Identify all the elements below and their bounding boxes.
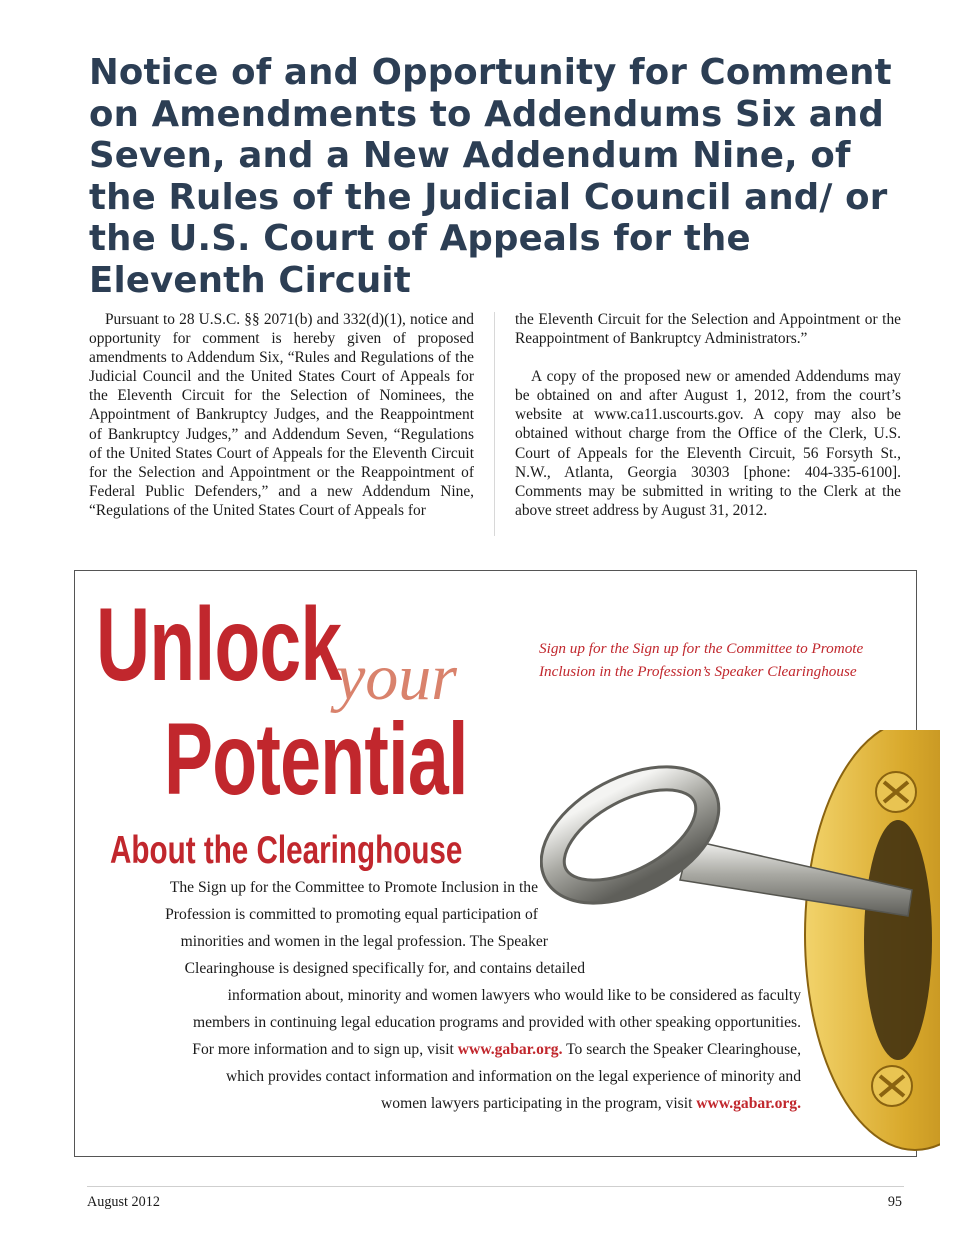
footer-rule xyxy=(87,1186,904,1187)
about-line-8: which provides contact information and information on the legal experience of minority and xyxy=(225,1068,801,1085)
about-line-1: The Sign up for the Committee to Promote Inclusion in the xyxy=(169,879,538,896)
about-line-9-period: . xyxy=(797,1095,801,1112)
about-line-9-text: women lawyers participating in the program, visit xyxy=(381,1095,697,1112)
ad-tagline: Sign up for the Sign up for the Committee to Promote Inclusion in the Profession’s Speaker Clearinghouse xyxy=(539,640,864,680)
about-line-6: members in continuing legal education programs and provided with other speaking opportunities. xyxy=(192,1014,801,1031)
notice-paragraph-1: Pursuant to 28 U.S.C. §§ 2071(b) and 332(d)(1), notice and opportunity for comment is hereby given of proposed amendments to Addendum Six, “Rules and Regulations of the Judicial Council and the United States Court of Appeals for the Eleventh Circuit for the Selection of Nominees, the Appointment of Bankruptcy Judges, and the Reappointment of Bankruptcy Judges,” and Addendum Seven, “Regulations of the United States Court of Appeals for the Eleventh Circuit for the Selection and Appointment or the Reappointment of Federal Public Defenders,” and a new Addendum Nine, “Regulations of the United States Court of Appeals for xyxy=(89,311,474,519)
notice-title: Notice of and Opportunity for Comment on Amendments to Addendums Six and Seven, and a New Addendum Nine, of the Rules of the Judicial Council and/ or the U.S. Court of Appeals for the Eleventh Circuit xyxy=(89,52,892,301)
headline-potential: Potential xyxy=(164,702,468,816)
footer-issue-date: August 2012 xyxy=(87,1194,160,1210)
notice-paragraph-1-continued: the Eleventh Circuit for the Selection and Appointment or the Reappointment of Bankruptcy Administrators.” xyxy=(515,311,901,348)
headline-your: your xyxy=(336,641,457,714)
about-line-2: Profession is committed to promoting equal participation of xyxy=(165,906,538,923)
about-line-7-text-end: To search the Speaker Clearinghouse, xyxy=(562,1041,801,1058)
about-line-7 xyxy=(100,1036,801,1063)
gabar-link-1[interactable]: www.gabar.org. xyxy=(457,1041,563,1058)
gabar-link-2[interactable]: www.gabar.org xyxy=(696,1095,798,1112)
about-line-9 xyxy=(100,1090,801,1117)
about-line-5: information about, minority and women lawyers who would like to be considered as faculty xyxy=(227,987,801,1004)
headline-unlock: Unlock xyxy=(96,587,342,703)
about-line-3: minorities and women in the legal profession. The Speaker xyxy=(180,933,548,950)
notice-paragraph-2: A copy of the proposed new or amended Addendums may be obtained on and after August 1, 2012, from the court’s website at www.ca11.uscourts.gov. A copy may also be obtained without charge from the Office of the Clerk, U.S. Court of Appeals for the Eleventh Circuit, 56 Forsyth St., N.W., Atlanta, Georgia 30303 [phone: 404-335-6100]. Comments may be submitted in writing to the Clerk at the above street address by August 31, 2012. xyxy=(515,368,901,519)
about-line-7-text: For more information and to sign up, visit xyxy=(192,1041,458,1058)
column-divider xyxy=(494,312,495,536)
notice-left-column xyxy=(89,310,474,520)
notice-right-column xyxy=(515,310,901,520)
footer-page-number: 95 xyxy=(887,1194,902,1210)
about-heading: About the Clearinghouse xyxy=(110,829,463,872)
paragraph-spacer xyxy=(515,348,901,367)
about-line-4: Clearinghouse is designed specifically for, and contains detailed xyxy=(184,960,585,977)
